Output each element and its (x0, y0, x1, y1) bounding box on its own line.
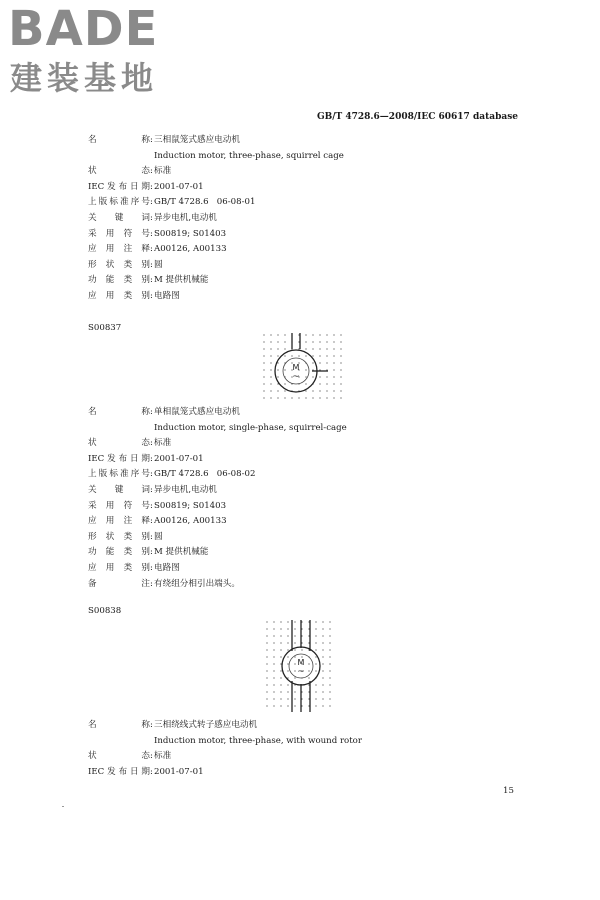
logo-subtitle: 建装基地 (10, 59, 159, 97)
grid-dot (329, 663, 330, 664)
grid-dot (270, 390, 271, 391)
value-iec-date: 2001-07-01 (154, 181, 204, 192)
grid-dot (280, 628, 281, 629)
grid-dot (305, 390, 306, 391)
grid-dot (315, 649, 316, 650)
grid-dot (298, 355, 299, 356)
grid-dot (284, 369, 285, 370)
grid-dot (308, 663, 309, 664)
label-remark: 备 注 (88, 578, 150, 589)
grid-dot (280, 670, 281, 671)
grid-dot (326, 334, 327, 335)
grid-dot (263, 390, 264, 391)
grid-dot (329, 677, 330, 678)
grid-dot (340, 348, 341, 349)
grid-dot (270, 348, 271, 349)
grid-dot (340, 362, 341, 363)
grid-dot (326, 376, 327, 377)
grid-dot (270, 383, 271, 384)
page-number: 15 (503, 786, 514, 796)
grid-dot (270, 341, 271, 342)
grid-dot (273, 649, 274, 650)
grid-dot (322, 628, 323, 629)
field-iec-date: IEC发布日期 : 2001-07-01 (88, 180, 528, 196)
label-used-symbols: 采 用 符 号 (88, 500, 150, 511)
ac-sign: ~ (297, 667, 305, 677)
grid-dot (308, 670, 309, 671)
value-name-cn: 单相鼠笼式感应电动机 (154, 407, 240, 417)
grid-dot (340, 390, 341, 391)
value-status: 标准 (154, 166, 172, 177)
label-app-notes: 应 用 注 释 (88, 516, 150, 527)
value-shape-class: 圆 (154, 531, 163, 542)
label-name: 名 称 (88, 135, 150, 145)
field-iec-date: IEC发布日期 : 2001-07-01 (88, 765, 528, 781)
label-status: 状 态 (88, 751, 150, 762)
grid-dot (294, 621, 295, 622)
grid-dot (333, 348, 334, 349)
grid-dot (263, 369, 264, 370)
grid-dot (280, 677, 281, 678)
grid-dot (294, 628, 295, 629)
field-function-class: 功 能 类 别 : M 提供机械能 (88, 273, 528, 289)
grid-dot (284, 397, 285, 398)
grid-dot (273, 663, 274, 664)
grid-dot (287, 677, 288, 678)
grid-dot (263, 397, 264, 398)
grid-dot (294, 642, 295, 643)
grid-dot (340, 355, 341, 356)
field-prev-std: 上版标准序号 : GB/T 4728.6 06-08-02 (88, 467, 528, 483)
grid-dot (287, 621, 288, 622)
grid-dot (333, 355, 334, 356)
motor-letter: M (297, 658, 305, 667)
grid-dot (326, 362, 327, 363)
ac-sign: ~ (292, 372, 300, 382)
grid-dot (266, 635, 267, 636)
grid-dot (277, 397, 278, 398)
grid-dot (277, 376, 278, 377)
grid-dot (273, 705, 274, 706)
grid-dot (266, 656, 267, 657)
field-status: 状 态 : 标准 (88, 164, 528, 180)
value-iec-date: 2001-07-01 (154, 766, 204, 777)
grid-dot (287, 663, 288, 664)
grid-dot (322, 649, 323, 650)
grid-dot (273, 677, 274, 678)
grid-dot (305, 348, 306, 349)
grid-dot (287, 642, 288, 643)
value-name-cn: 三相绕线式转子感应电动机 (154, 720, 258, 730)
field-application-class: 应 用 类 别 : 电路图 (88, 561, 528, 577)
grid-dot (266, 670, 267, 671)
grid-dot (270, 355, 271, 356)
value-application-class: 电路图 (154, 290, 180, 301)
label-shape-class: 形 状 类 别 (88, 531, 150, 542)
grid-dot (322, 691, 323, 692)
grid-dot (266, 691, 267, 692)
grid-dot (266, 621, 267, 622)
label-iec-date: IEC发布日期 (88, 453, 150, 464)
grid-dot (315, 621, 316, 622)
grid-dot (294, 656, 295, 657)
grid-dot (270, 334, 271, 335)
grid-dot (305, 376, 306, 377)
field-name-en (88, 149, 528, 165)
label-application-class: 应 用 类 别 (88, 290, 150, 301)
grid-dot (263, 341, 264, 342)
value-used-symbols: S00819; S01403 (154, 500, 227, 511)
grid-dot (322, 635, 323, 636)
grid-dot (270, 362, 271, 363)
grid-dot (277, 355, 278, 356)
grid-dot (284, 348, 285, 349)
field-keywords: 关 键 词 : 异步电机,电动机 (88, 211, 528, 227)
grid-dot (312, 397, 313, 398)
value-keywords: 异步电机,电动机 (154, 212, 217, 223)
grid-dot (315, 684, 316, 685)
grid-dot (340, 376, 341, 377)
scan-speck (62, 806, 64, 807)
grid-dot (315, 691, 316, 692)
grid-dot (333, 390, 334, 391)
label-used-symbols: 采 用 符 号 (88, 228, 150, 239)
grid-dot (315, 698, 316, 699)
grid-dot (266, 677, 267, 678)
grid-dot (312, 341, 313, 342)
symbol-code: S00838 (88, 606, 122, 616)
grid-dot (315, 670, 316, 671)
grid-dot (266, 628, 267, 629)
value-iec-date: 2001-07-01 (154, 453, 204, 464)
grid-dot (312, 334, 313, 335)
grid-dot (329, 684, 330, 685)
value-used-symbols: S00819; S01403 (154, 228, 227, 239)
grid-dot (319, 341, 320, 342)
value-remark: 有绕组分相引出端头。 (154, 578, 240, 589)
field-name: 名 称 : 单相鼠笼式感应电动机 (88, 405, 528, 421)
grid-dot (312, 362, 313, 363)
field-status: 状 态 : 标准 (88, 749, 528, 765)
grid-dot (315, 642, 316, 643)
field-name-en (88, 421, 528, 437)
grid-dot (270, 369, 271, 370)
grid-dot (329, 621, 330, 622)
grid-dot (329, 642, 330, 643)
grid-dot (333, 376, 334, 377)
grid-dot (273, 670, 274, 671)
value-shape-class: 圆 (154, 259, 163, 270)
grid-dot (287, 705, 288, 706)
grid-dot (322, 677, 323, 678)
grid-dot (266, 684, 267, 685)
standard-header: GB/T 4728.6—2008/IEC 60617 database (316, 112, 518, 122)
grid-dot (322, 621, 323, 622)
grid-dot (333, 341, 334, 342)
grid-dot (287, 649, 288, 650)
grid-dot (280, 635, 281, 636)
grid-dot (319, 376, 320, 377)
grid-dot (270, 376, 271, 377)
value-keywords: 异步电机,电动机 (154, 484, 217, 495)
grid-dot (263, 383, 264, 384)
grid-dot (266, 698, 267, 699)
grid-dot (333, 369, 334, 370)
grid-dot (312, 355, 313, 356)
grid-dot (280, 656, 281, 657)
entry-3 (88, 718, 528, 780)
grid-dot (312, 390, 313, 391)
grid-dot (291, 397, 292, 398)
value-name-en: Induction motor, three-phase, squirrel cage (154, 150, 344, 161)
label-shape-class: 形 状 类 别 (88, 259, 150, 270)
grid-dot (280, 705, 281, 706)
grid-dot (319, 390, 320, 391)
grid-dot (266, 642, 267, 643)
grid-dot (280, 649, 281, 650)
grid-dot (287, 670, 288, 671)
value-app-notes: A00126, A00133 (154, 244, 227, 255)
label-name: 名 称 (88, 407, 150, 417)
grid-dot (273, 635, 274, 636)
grid-dot (266, 649, 267, 650)
grid-dot (322, 642, 323, 643)
grid-dot (329, 656, 330, 657)
label-app-notes: 应 用 注 释 (88, 244, 150, 255)
motor-letter: M (292, 363, 300, 372)
grid-dot (294, 663, 295, 664)
grid-dot (287, 698, 288, 699)
grid-dot (280, 621, 281, 622)
symbol-code: S00837 (88, 323, 122, 333)
grid-dot (298, 397, 299, 398)
grid-dot (329, 705, 330, 706)
grid-dot (329, 628, 330, 629)
label-name: 名 称 (88, 720, 150, 730)
value-status: 标准 (154, 751, 172, 762)
grid-dot (273, 642, 274, 643)
grid-dot (287, 656, 288, 657)
grid-dot (329, 649, 330, 650)
grid-dot (326, 348, 327, 349)
grid-dot (315, 705, 316, 706)
grid-dot (263, 334, 264, 335)
grid-dot (263, 376, 264, 377)
grid-dot (329, 698, 330, 699)
field-shape-class: 形 状 类 别 : 圆 (88, 530, 528, 546)
grid-dot (329, 691, 330, 692)
grid-dot (305, 341, 306, 342)
grid-dot (277, 341, 278, 342)
grid-dot (287, 691, 288, 692)
grid-dot (322, 684, 323, 685)
grid-dot (305, 369, 306, 370)
grid-dot (340, 397, 341, 398)
grid-dot (322, 705, 323, 706)
field-name: 名 称 : 三相绕线式转子感应电动机 (88, 718, 528, 734)
field-used-symbols: 采 用 符 号 : S00819; S01403 (88, 227, 528, 243)
grid-dot (322, 663, 323, 664)
grid-dot (312, 376, 313, 377)
field-app-notes: 应 用 注 释 : A00126, A00133 (88, 514, 528, 530)
grid-dot (266, 705, 267, 706)
grid-dot (263, 348, 264, 349)
grid-dot (277, 369, 278, 370)
label-iec-date: IEC发布日期 (88, 181, 150, 192)
grid-dot (315, 656, 316, 657)
grid-dot (333, 383, 334, 384)
grid-dot (322, 670, 323, 671)
motor-symbol-wound-rotor (265, 620, 337, 712)
field-application-class: 应 用 类 别 : 电路图 (88, 289, 528, 305)
grid-dot (319, 383, 320, 384)
grid-dot (280, 684, 281, 685)
label-function-class: 功 能 类 别 (88, 547, 150, 558)
field-used-symbols: 采 用 符 号 : S00819; S01403 (88, 499, 528, 515)
grid-dot (333, 334, 334, 335)
grid-dot (340, 341, 341, 342)
grid-dot (305, 355, 306, 356)
grid-dot (326, 341, 327, 342)
label-application-class: 应 用 类 别 (88, 562, 150, 573)
grid-dot (326, 383, 327, 384)
grid-dot (294, 670, 295, 671)
field-shape-class: 形 状 类 别 : 圆 (88, 258, 528, 274)
grid-dot (319, 348, 320, 349)
grid-dot (329, 635, 330, 636)
grid-dot (312, 348, 313, 349)
grid-dot (284, 341, 285, 342)
grid-dot (322, 656, 323, 657)
label-status: 状 态 (88, 166, 150, 177)
field-name: 名 称 : 三相鼠笼式感应电动机 (88, 133, 528, 149)
value-app-notes: A00126, A00133 (154, 516, 227, 527)
grid-dot (308, 677, 309, 678)
grid-dot (319, 334, 320, 335)
field-status: 状 态 : 标准 (88, 436, 528, 452)
field-app-notes: 应 用 注 释 : A00126, A00133 (88, 242, 528, 258)
grid-dot (287, 635, 288, 636)
grid-dot (326, 355, 327, 356)
grid-dot (305, 383, 306, 384)
logo-wordmark: BADE (8, 1, 159, 57)
grid-dot (277, 362, 278, 363)
value-prev-std: GB/T 4728.6 06-08-01 (154, 197, 256, 208)
grid-dot (305, 334, 306, 335)
label-prev-std: 上版标准序号 (88, 197, 150, 208)
value-function-class: M 提供机械能 (154, 547, 209, 558)
grid-dot (315, 635, 316, 636)
grid-dot (280, 698, 281, 699)
field-keywords: 关 键 词 : 异步电机,电动机 (88, 483, 528, 499)
grid-dot (305, 397, 306, 398)
grid-dot (340, 383, 341, 384)
grid-dot (284, 383, 285, 384)
field-prev-std: 上版标准序号 : GB/T 4728.6 06-08-01 (88, 195, 528, 211)
grid-dot (329, 670, 330, 671)
grid-dot (294, 635, 295, 636)
grid-dot (322, 698, 323, 699)
grid-dot (294, 691, 295, 692)
field-iec-date: IEC发布日期 : 2001-07-01 (88, 452, 528, 468)
grid-dot (340, 334, 341, 335)
grid-dot (273, 628, 274, 629)
label-status: 状 态 (88, 438, 150, 449)
entry-2 (88, 405, 528, 592)
grid-dot (273, 621, 274, 622)
grid-dot (284, 334, 285, 335)
grid-dot (315, 628, 316, 629)
grid-dot (273, 691, 274, 692)
grid-dot (277, 390, 278, 391)
grid-dot (294, 649, 295, 650)
label-iec-date: IEC发布日期 (88, 766, 150, 777)
grid-dot (273, 656, 274, 657)
value-name-en: Induction motor, single-phase, squirrel-cage (154, 422, 347, 433)
grid-dot (340, 369, 341, 370)
value-name-en: Induction motor, three-phase, with wound rotor (154, 735, 362, 746)
grid-dot (284, 390, 285, 391)
grid-dot (280, 642, 281, 643)
grid-dot (273, 698, 274, 699)
field-name-en (88, 734, 528, 750)
grid-dot (280, 691, 281, 692)
grid-dot (266, 663, 267, 664)
value-application-class: 电路图 (154, 562, 180, 573)
value-status: 标准 (154, 438, 172, 449)
grid-dot (270, 397, 271, 398)
value-prev-std: GB/T 4728.6 06-08-02 (154, 469, 256, 480)
grid-dot (273, 684, 274, 685)
label-function-class: 功 能 类 别 (88, 275, 150, 286)
label-keywords: 关 键 词 (88, 212, 150, 223)
label-prev-std: 上版标准序号 (88, 469, 150, 480)
grid-dot (291, 355, 292, 356)
grid-dot (326, 397, 327, 398)
grid-dot (294, 677, 295, 678)
value-name-cn: 三相鼠笼式感应电动机 (154, 135, 240, 145)
grid-dot (319, 397, 320, 398)
grid-dot (315, 663, 316, 664)
grid-dot (319, 355, 320, 356)
value-function-class: M 提供机械能 (154, 275, 209, 286)
grid-dot (284, 355, 285, 356)
label-keywords: 关 键 词 (88, 484, 150, 495)
grid-dot (277, 348, 278, 349)
grid-dot (294, 698, 295, 699)
grid-dot (333, 362, 334, 363)
grid-dot (294, 705, 295, 706)
grid-dot (277, 334, 278, 335)
grid-dot (287, 628, 288, 629)
grid-dot (263, 355, 264, 356)
grid-dot (301, 649, 302, 650)
grid-dot (319, 362, 320, 363)
grid-dot (326, 390, 327, 391)
grid-dot (333, 397, 334, 398)
field-remark: 备 注 : 有绕组分相引出端头。 (88, 577, 528, 593)
motor-symbol-single-phase (262, 333, 342, 399)
grid-dot (263, 362, 264, 363)
grid-dot (287, 684, 288, 685)
field-function-class: 功 能 类 别 : M 提供机械能 (88, 545, 528, 561)
entry-1 (88, 133, 528, 305)
